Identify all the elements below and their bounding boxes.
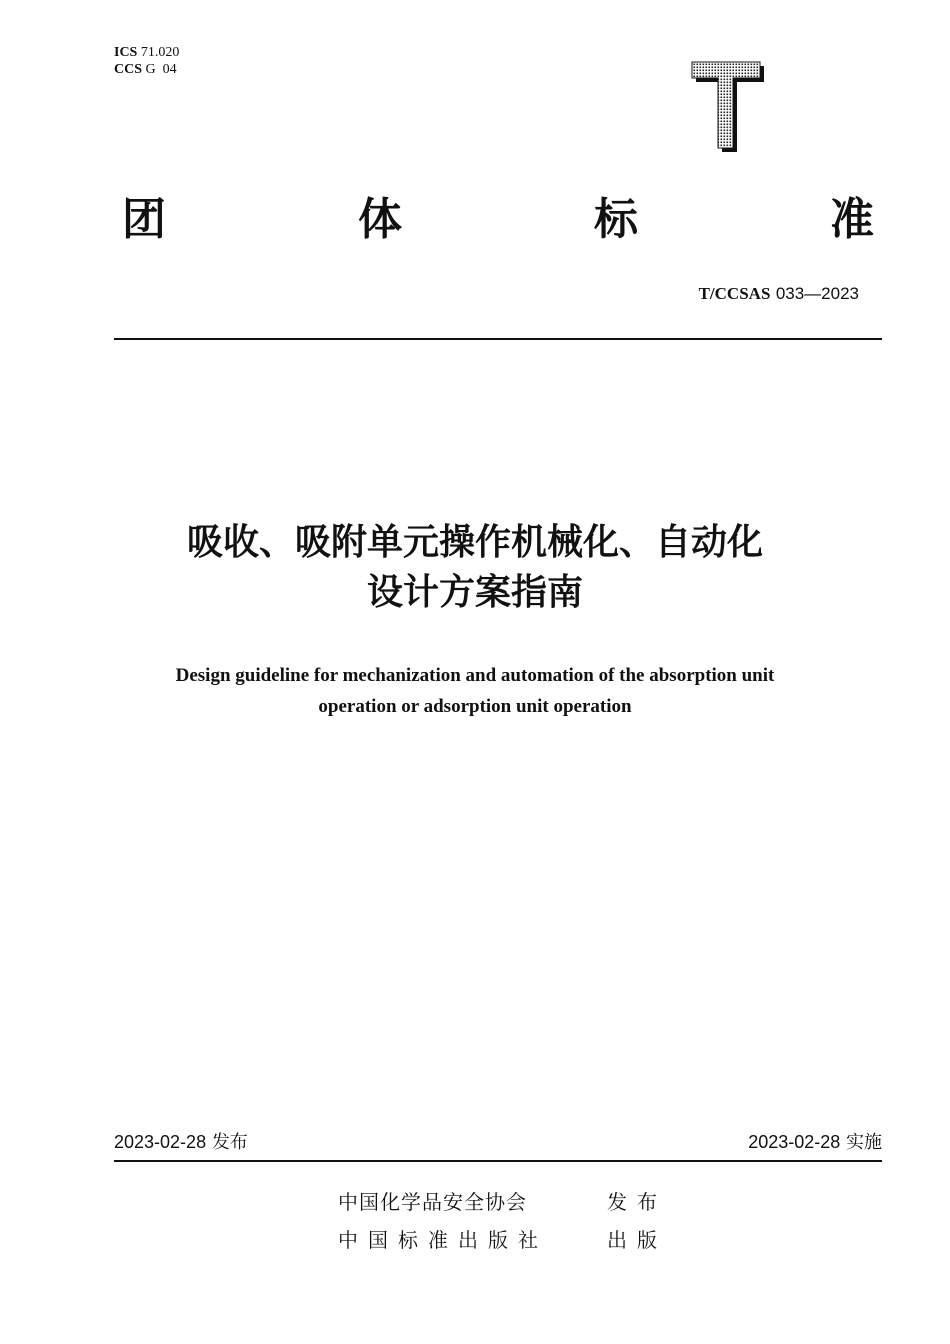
implement-date-label: 实施 (846, 1132, 882, 1153)
standard-number-prefix: T/CCSAS (698, 284, 771, 303)
implement-date-value: 2023-02-28 (748, 1132, 841, 1152)
svg-text:T: T (690, 60, 691, 61)
classification-codes (114, 44, 179, 78)
ccs-label: CCS (114, 62, 143, 77)
chinese-title-line2: 设计方案指南 (366, 572, 583, 613)
ics-value: 71.020 (140, 45, 180, 60)
ics-label: ICS (114, 45, 138, 60)
english-title-line1: Design guideline for mechanization and automation of the absorption unit (175, 665, 775, 686)
chinese-title (0, 518, 950, 618)
standard-number (699, 283, 859, 305)
issuer-name: 中国化学品安全协会 (338, 1190, 527, 1214)
standard-number-value: 033—2023 (775, 284, 859, 303)
implement-date (748, 1130, 882, 1155)
standard-type-char: 体 (358, 194, 402, 245)
footer-divider (114, 1160, 882, 1162)
ics-code-row (114, 44, 179, 61)
header-divider (114, 338, 882, 340)
issuer-action: 发布 (607, 1190, 667, 1214)
standard-logo-t (690, 60, 768, 152)
standard-type-heading (122, 192, 874, 248)
standard-type-char: 标 (594, 194, 638, 245)
ccs-code-row (114, 61, 179, 78)
publisher-name: 中国标准出版社 (338, 1228, 548, 1252)
standard-type-char: 准 (830, 194, 874, 245)
publish-date-value: 2023-02-28 (114, 1132, 207, 1152)
publish-date (114, 1130, 248, 1155)
ccs-value: G 04 (145, 62, 177, 77)
standard-type-char: 团 (122, 194, 166, 245)
english-title-line2: operation or adsorption unit operation (318, 696, 632, 717)
english-title (0, 660, 950, 722)
chinese-title-line1: 吸收、吸附单元操作机械化、自动化 (186, 522, 763, 563)
publisher-action: 出版 (607, 1228, 667, 1252)
publish-date-label: 发布 (211, 1132, 248, 1153)
